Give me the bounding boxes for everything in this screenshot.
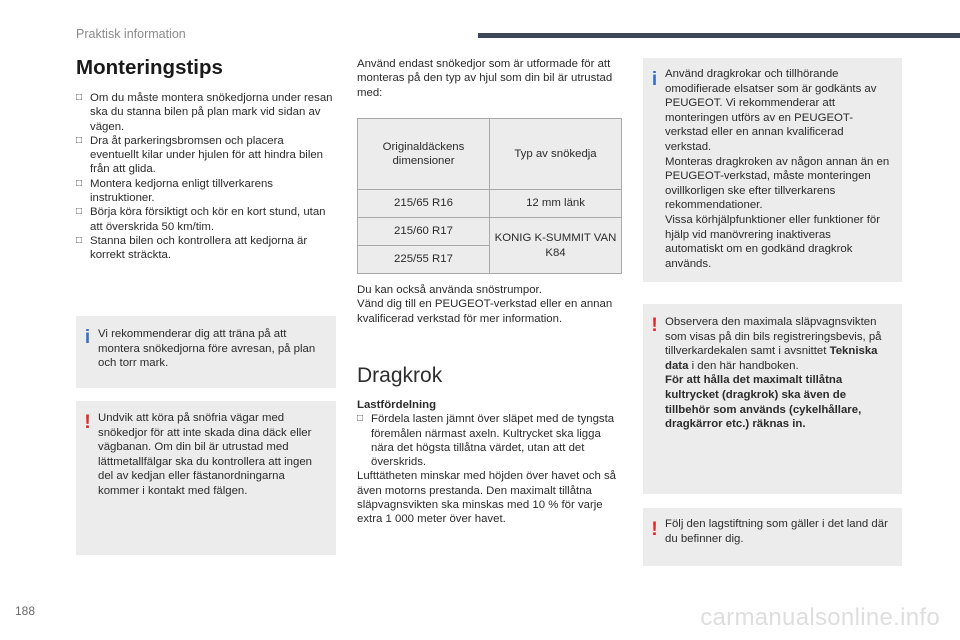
snow-chain-table	[357, 118, 622, 274]
watermark: carmanualsonline.info	[700, 604, 940, 631]
list-item	[76, 177, 334, 206]
page-number: 188	[15, 604, 36, 618]
table-cell-size: 215/60 R17	[358, 218, 490, 246]
list-item-text: Om du måste montera snökedjorna under resan ska du stanna bilen på plan mark vid sidan av vägen.	[90, 92, 333, 133]
paragraph: Använd dragkrokar och tillhörande omodifierade elsatser som är godkänts av PEUGEOT. Vi rekommenderar att monteringen utförs av en PEUGEOT-verkstad eller en annan kvalificerad verkstad.	[665, 68, 877, 153]
list-item-text: Stanna bilen och kontrollera att kedjorna är korrekt sträckta.	[90, 234, 308, 262]
info-icon: i	[84, 327, 91, 348]
list-item-text: Montera kedjorna enligt tillverkarens instruktioner.	[90, 177, 273, 205]
table-cell-chain: KONIG K-SUMMIT VAN K84	[490, 218, 622, 274]
warning-icon: !	[84, 412, 91, 433]
section-title-dragkrok: Dragkrok	[357, 364, 443, 387]
table-cell-size: 225/55 R17	[358, 246, 490, 274]
info-note-text: Vi rekommenderar dig att träna på att montera snökedjorna före avresan, på plan och torr mark.	[98, 328, 316, 370]
snow-chain-intro: Använd endast snökedjor som är utformade för att monteras på den typ av hjul som din bil är utrustad med:	[357, 58, 613, 99]
text-run: Observera den maximala släpvagnsvikten som visas på din bils registreringsbevis, på tillverkardekalen samt i avsnittet	[665, 316, 882, 358]
checkbox-bullet-icon: □	[76, 234, 83, 246]
paragraph: Du kan också använda snöstrumpor.	[357, 284, 542, 296]
warning-note-text: Följ den lagstiftning som gäller i det land där du befinner dig.	[665, 518, 888, 545]
paragraph: Monteras dragkroken av någon annan än en PEUGEOT-verkstad, måste monteringen ovillkorligen ske efter tillverkarens rekommendationer.	[665, 155, 890, 212]
header-bar	[478, 33, 960, 38]
warning-note	[643, 508, 902, 566]
warning-note-text: Undvik att köra på snöfria vägar med snökedjor för att inte skada dina däck eller vägbanan. Om din bil är utrustad med lättmetallfälgar ska du kontrollera att ingen del av kedjan eller fästanordningarna kommer i kontakt med fälgen.	[98, 412, 313, 497]
checkbox-bullet-icon: □	[357, 413, 364, 425]
table-row	[358, 190, 622, 218]
table-header-chain-type: Typ av snökedja	[490, 119, 622, 190]
warning-icon: !	[651, 315, 658, 336]
trailer-section	[357, 398, 625, 527]
table-cell-chain: 12 mm länk	[490, 190, 622, 218]
text-run: i den här handboken.	[688, 359, 799, 372]
list-item	[357, 412, 625, 469]
paragraph: Vissa körhjälpfunktioner eller funktioner för hjälp vid manövrering inaktiveras automatiskt om en godkänd dragkrok används.	[665, 213, 881, 270]
info-note	[76, 316, 336, 388]
list-item-text: Börja köra försiktigt och kör en kort stund, utan att överskrida 50 km/tim.	[90, 206, 326, 233]
section-header: Praktisk information	[76, 27, 186, 41]
checkbox-bullet-icon: □	[76, 177, 83, 189]
info-note	[643, 58, 902, 282]
list-item-text: Dra åt parkeringsbromsen och placera eventuellt kilar under hjulen för att hindra bilen från att glida.	[90, 134, 324, 176]
warning-note-text	[665, 315, 892, 432]
subheading: Lastfördelning	[357, 399, 437, 411]
snow-socks-note	[357, 283, 625, 326]
list-item	[76, 134, 334, 177]
table-header-tyre-size: Originaldäckens dimensioner	[358, 119, 490, 190]
info-note-text	[665, 67, 892, 271]
list-item	[76, 91, 334, 134]
warning-note	[76, 401, 336, 555]
paragraph: Lufttätheten minskar med höjden över havet och så även motorns prestanda. Den maximalt tillåtna släpvagnsvikten ska minskas med 10 % för varje extra 1 000 meter över havet.	[357, 470, 616, 526]
list-item	[76, 205, 334, 234]
text-run-bold: Tekniska data	[665, 345, 878, 372]
table-row	[358, 218, 622, 246]
page-title: Monteringstips	[76, 56, 223, 79]
checkbox-bullet-icon: □	[76, 92, 83, 103]
mounting-tips-list	[76, 91, 334, 263]
table-cell-size: 215/65 R16	[358, 190, 490, 218]
checkbox-bullet-icon: □	[76, 134, 83, 146]
warning-icon: !	[651, 519, 658, 540]
checkbox-bullet-icon: □	[76, 206, 83, 218]
warning-note	[643, 304, 902, 494]
paragraph: Vänd dig till en PEUGEOT-verkstad eller en annan kvalificerad verkstad för mer information.	[357, 298, 613, 325]
table-header-row	[358, 119, 622, 190]
info-icon: i	[651, 69, 658, 90]
list-item	[76, 234, 334, 263]
paragraph-bold: För att hålla det maximalt tillåtna kultrycket (dragkrok) ska även de tillbehör som används (cykelhållare, dragkärror etc.) räknas in.	[665, 374, 862, 431]
list-item-text: Fördela lasten jämnt över släpet med de tyngsta föremålen närmast axeln. Kultrycket ska ligga nära det högsta tillåtna värdet, utan att det överskrids.	[371, 413, 615, 469]
